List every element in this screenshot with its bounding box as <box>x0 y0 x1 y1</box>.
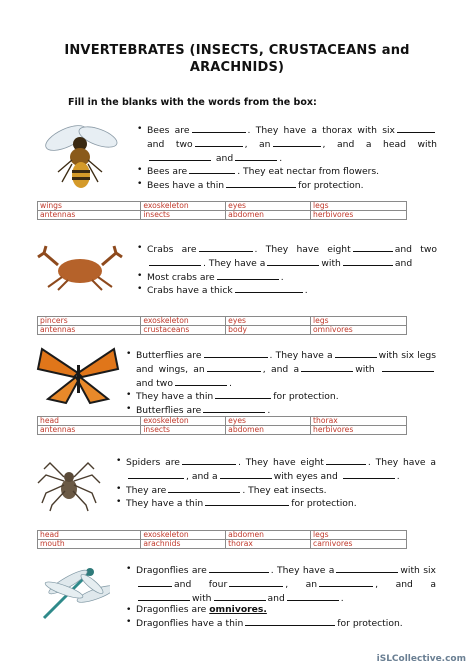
crabs-sentences <box>137 242 437 297</box>
title-line-2: ARACHNIDS) <box>189 60 285 75</box>
blank[interactable] <box>209 563 269 573</box>
blank[interactable] <box>195 137 243 147</box>
blank[interactable] <box>245 616 335 626</box>
blank[interactable] <box>192 123 246 133</box>
blank[interactable] <box>215 389 271 399</box>
butterflies-sentence-3: • Butterflies are . <box>126 403 436 417</box>
blank[interactable] <box>319 577 373 587</box>
blank[interactable] <box>220 469 272 479</box>
spiders-sentence-2: • They are . They eat insects. <box>116 483 436 497</box>
spiders-sentence-3: • They have a thin for protection. <box>116 496 436 510</box>
spider-icon <box>36 455 102 513</box>
butterflies-sentence-2: • They have a thin for protection. <box>126 389 436 403</box>
crab-icon <box>34 243 126 291</box>
blank[interactable] <box>175 376 227 386</box>
blank[interactable] <box>205 496 289 506</box>
blank[interactable] <box>229 577 283 587</box>
spiders-sentence-1: • Spiders are . They have eight . They have a , and a with eyes and . <box>116 455 436 483</box>
blank[interactable] <box>207 362 261 372</box>
bee-icon <box>36 122 126 190</box>
dragonflies-sentences <box>126 563 436 630</box>
dragonfly-icon <box>34 560 110 624</box>
bees-sentences <box>137 123 437 192</box>
blank[interactable] <box>189 164 235 174</box>
blank[interactable] <box>138 577 172 587</box>
dragonflies-sentence-1: • Dragonflies are . They have a with six and four , an , and a with and . <box>126 563 436 604</box>
bees-sentence-2: • Bees are . They eat nectar from flowers. <box>137 164 437 178</box>
blank[interactable] <box>182 455 236 465</box>
answer-omnivores: omnivores. <box>209 604 267 616</box>
instructions: Fill in the blanks with the words from the box: <box>68 97 317 108</box>
blank[interactable] <box>273 137 321 147</box>
blank[interactable] <box>335 348 377 358</box>
blank[interactable] <box>149 151 211 161</box>
title-line-1: INVERTEBRATES (INSECTS, CRUSTACEANS and <box>64 43 410 58</box>
butterflies-sentence-1: • Butterflies are . They have a with six legs and wings, an , and a with and two . <box>126 348 436 389</box>
blank[interactable] <box>217 270 279 280</box>
blank[interactable] <box>204 348 268 358</box>
bees-sentence-3: • Bees have a thin for protection. <box>137 178 437 192</box>
dragonflies-sentence-3: • Dragonflies have a thin for protection. <box>126 616 436 630</box>
blank[interactable] <box>326 455 366 465</box>
bees-word-box: wings exoskeleton eyes legs antennas insects abdomen herbivores <box>37 201 407 220</box>
dragonflies-sentence-2: • Dragonflies are omnivores. <box>126 604 436 616</box>
blank[interactable] <box>353 242 393 252</box>
blank[interactable] <box>287 591 339 601</box>
spiders-word-box: head exoskeleton abdomen legs mouth arachnids thorax carnivores <box>37 530 407 549</box>
blank[interactable] <box>168 483 240 493</box>
butterfly-icon <box>36 345 120 405</box>
crabs-sentence-3: • Crabs have a thick . <box>137 283 437 297</box>
blank[interactable] <box>214 591 266 601</box>
blank[interactable] <box>336 563 398 573</box>
crabs-sentence-1: • Crabs are . They have eight and two . They have a with and <box>137 242 437 270</box>
bees-sentence-1: • Bees are . They have a thorax with six and two , an , and a head with and . <box>137 123 437 164</box>
blank[interactable] <box>149 256 201 266</box>
blank[interactable] <box>128 469 184 479</box>
crabs-sentence-2: • Most crabs are . <box>137 270 437 284</box>
blank[interactable] <box>343 256 393 266</box>
blank[interactable] <box>226 178 296 188</box>
blank[interactable] <box>235 151 277 161</box>
butterflies-word-box: head exoskeleton eyes thorax antennas insects abdomen herbivores <box>37 416 407 435</box>
spiders-sentences <box>116 455 436 510</box>
blank[interactable] <box>235 283 303 293</box>
butterflies-sentences <box>126 348 436 417</box>
blank[interactable] <box>203 403 265 413</box>
blank[interactable] <box>382 362 434 372</box>
blank[interactable] <box>301 362 353 372</box>
blank[interactable] <box>343 469 395 479</box>
blank[interactable] <box>138 591 190 601</box>
blank[interactable] <box>199 242 253 252</box>
blank[interactable] <box>397 123 435 133</box>
crabs-word-box: pincers exoskeleton eyes legs antennas crustaceans body omnivores <box>37 316 407 335</box>
blank[interactable] <box>267 256 319 266</box>
footer-watermark: iSLCollective.com <box>376 654 466 664</box>
